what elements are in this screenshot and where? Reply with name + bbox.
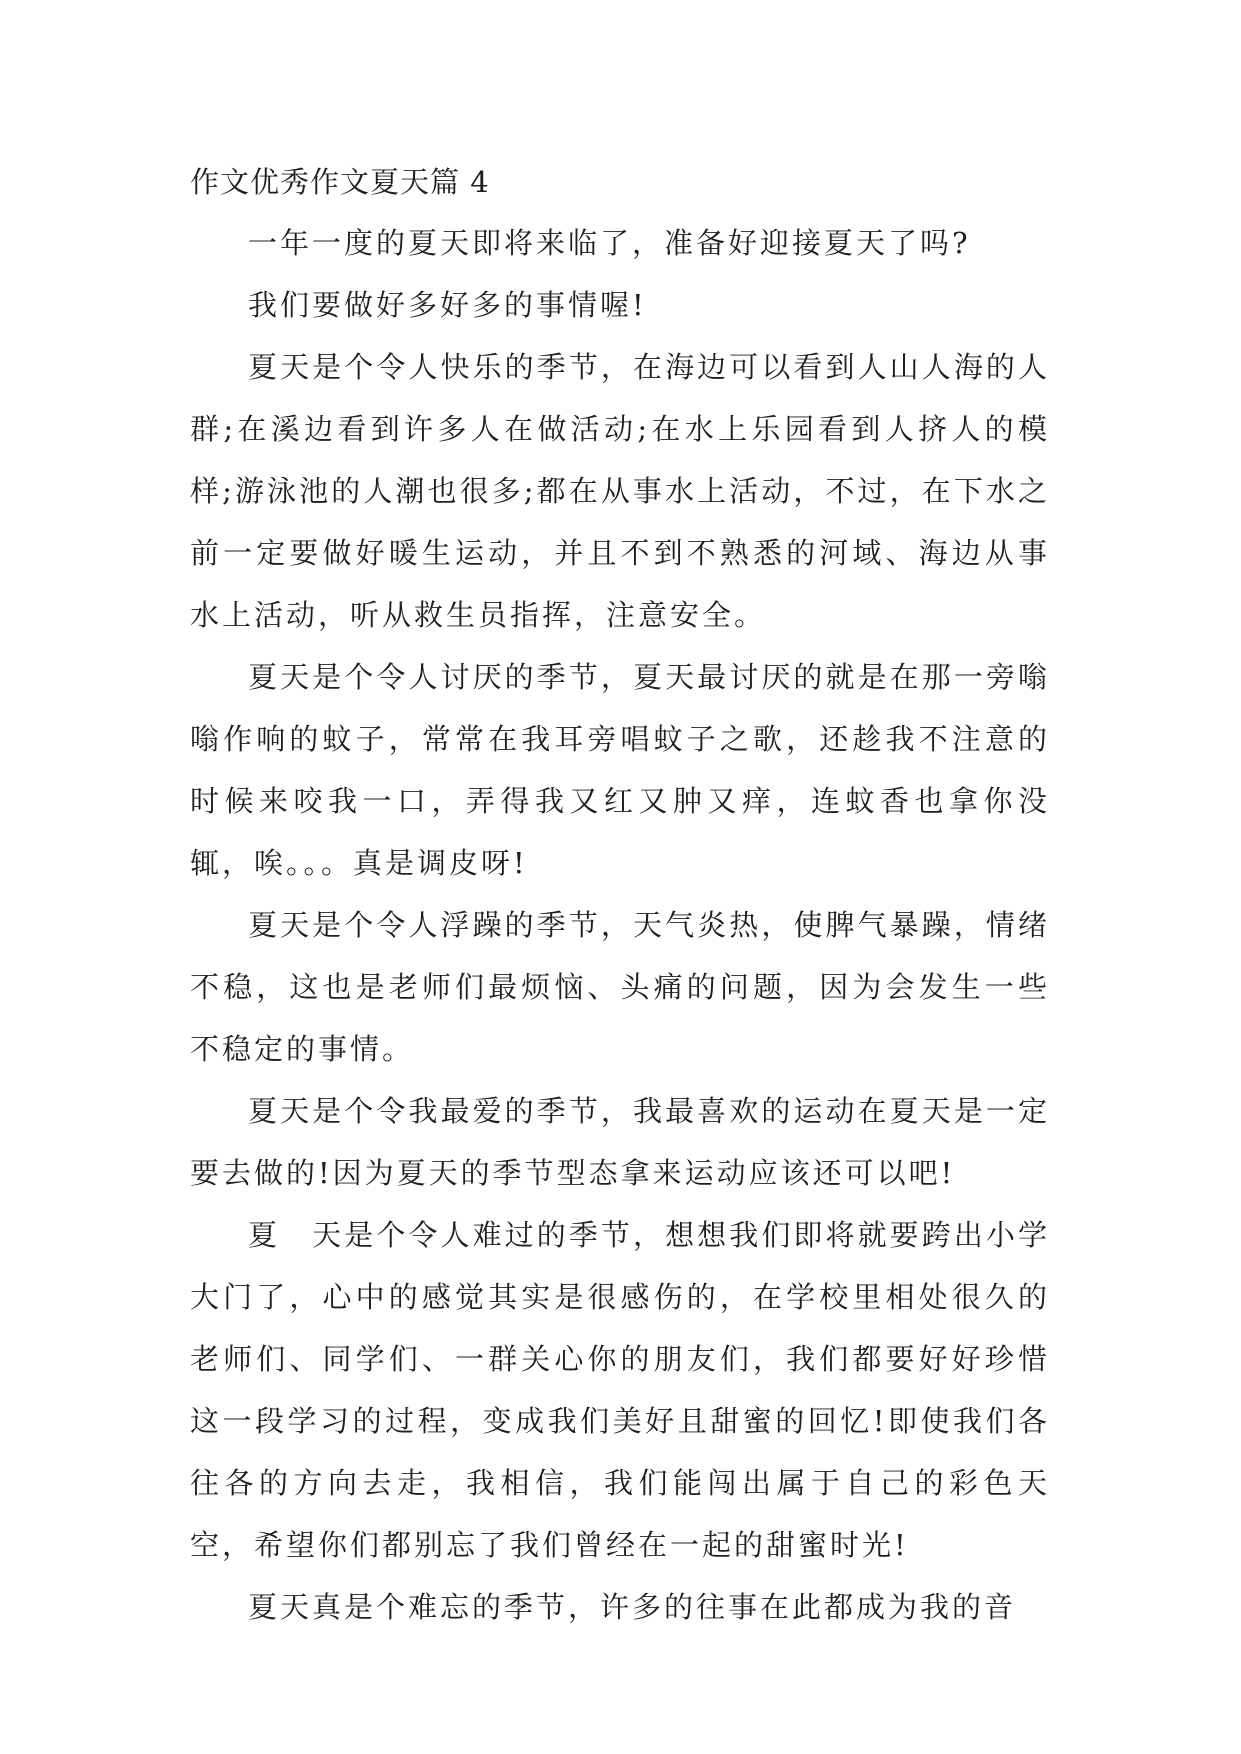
paragraph: 夏天真是个难忘的季节，许多的往事在此都成为我的音 [248, 1590, 1017, 1624]
document-body [190, 160, 1050, 1638]
paragraph: 一年一度的夏天即将来临了，准备好迎接夏天了吗? [248, 226, 971, 260]
paragraph: 夏 天是个令人难过的季节，想想我们即将就要跨出小学大门了，心中的感觉其实是很感伤的，在学校里相处很久的老师们、同学们、一群关心你的朋友们，我们都要好好珍惜这一段学习的过程，变成我们美好且甜蜜的回忆!即使我们各往各的方向去走，我相信，我们能闯出属于自己的彩色天空，希望你们都别忘了我们曾经在一起的甜蜜时光! [190, 1218, 1050, 1562]
paragraph: 夏天是个令人快乐的季节，在海边可以看到人山人海的人群;在溪边看到许多人在做活动;在水上乐园看到人挤人的模样;游泳池的人潮也很多;都在从事水上活动，不过，在下水之前一定要做好暖生运动，并且不到不熟悉的河域、海边从事水上活动，听从救生员指挥，注意安全。 [190, 350, 1050, 632]
paragraph: 我们要做好多好多的事情喔! [248, 288, 647, 322]
paragraph: 夏天是个令人浮躁的季节，天气炎热，使脾气暴躁，情绪不稳，这也是老师们最烦恼、头痛的问题，因为会发生一些不稳定的事情。 [190, 908, 1050, 1066]
paragraph: 夏天是个令我最爱的季节，我最喜欢的运动在夏天是一定要去做的!因为夏天的季节型态拿来运动应该还可以吧! [190, 1094, 1050, 1190]
paragraph: 夏天是个令人讨厌的季节，夏天最讨厌的就是在那一旁嗡嗡作响的蚊子，常常在我耳旁唱蚊子之歌，还趁我不注意的时候来咬我一口，弄得我又红又肿又痒，连蚊香也拿你没辄，唉。。。真是调皮呀! [190, 660, 1050, 880]
document-title: 作文优秀作文夏天篇 4 [190, 165, 490, 199]
